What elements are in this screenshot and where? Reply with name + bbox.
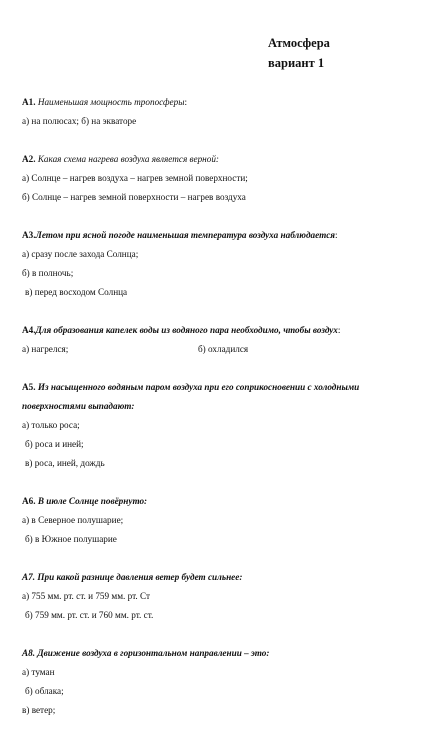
question-a8 [22,648,269,659]
question-number: А6. [22,496,36,506]
question-a2 [22,154,219,165]
question-text: Какая схема нагрева воздуха является верной: [37,154,219,164]
question-text: При какой разнице давления ветер будет сильнее: [37,572,243,582]
question-text: В июле Солнце повёрнуто: [37,496,148,506]
question-a5 [22,382,359,393]
answer-option: а) 755 мм. рт. ст. и 759 мм. рт. Ст [22,591,151,601]
question-text: Для образования капелек воды из водяного пара необходимо, чтобы воздух [35,325,338,335]
question-number: А5. [22,382,36,392]
question-text: Из насыщенного водяным паром воздуха при его соприкосновении с холодными [37,382,360,392]
answer-option: а) только роса; [22,420,80,430]
answer-option: а) в Северное полушарие; [22,515,124,525]
answer-option: б) облака; [25,686,64,696]
question-number: А1. [22,97,36,107]
answer-option: б) Солнце – нагрев земной поверхности – нагрев воздуха [22,192,246,202]
answer-option: в) ветер; [22,705,56,715]
answer-option: а) нагрелся; [22,344,69,354]
question-number: А3. [22,230,36,240]
answer-option: в) перед восходом Солнца [25,287,128,297]
answer-option: б) охладился [198,344,249,354]
question-a1 [22,97,187,108]
question-text: Движение воздуха в горизонтальном направлении – это: [37,648,270,658]
question-colon: : [337,325,341,335]
question-number: А2. [22,154,36,164]
answer-option: б) 759 мм. рт. ст. и 760 мм. рт. ст. [25,610,154,620]
answer-option: б) в Южное полушарие [25,534,117,544]
question-a7 [22,572,242,583]
answer-option: б) роса и иней; [25,439,84,449]
answer-option: б) в полночь; [22,268,74,278]
question-number: А7. [22,572,36,582]
question-colon: : [184,97,188,107]
question-text: Летом при ясной погоде наименьшая температура воздуха наблюдается [35,230,336,240]
question-text: Наименьшая мощность тропосферы [37,97,185,107]
answer-option: а) сразу после захода Солнца; [22,249,139,259]
answer-option: а) Солнце – нагрев воздуха – нагрев земной поверхности; [22,173,248,183]
question-text: поверхностями выпадают: [22,401,135,411]
question-a3 [22,230,338,241]
answer-option: в) роса, иней, дождь [25,458,105,468]
answer-option: а) туман [22,667,55,677]
question-a4 [22,325,340,336]
question-a6 [22,496,147,507]
document-variant: вариант 1 [268,56,325,70]
question-number: А4. [22,325,36,335]
question-colon: : [335,230,338,240]
answer-option: а) на полюсах; б) на экваторе [22,116,137,126]
question-a5-continuation [22,401,135,412]
document-title: Атмосфера [268,36,330,50]
question-number: А8. [22,648,36,658]
